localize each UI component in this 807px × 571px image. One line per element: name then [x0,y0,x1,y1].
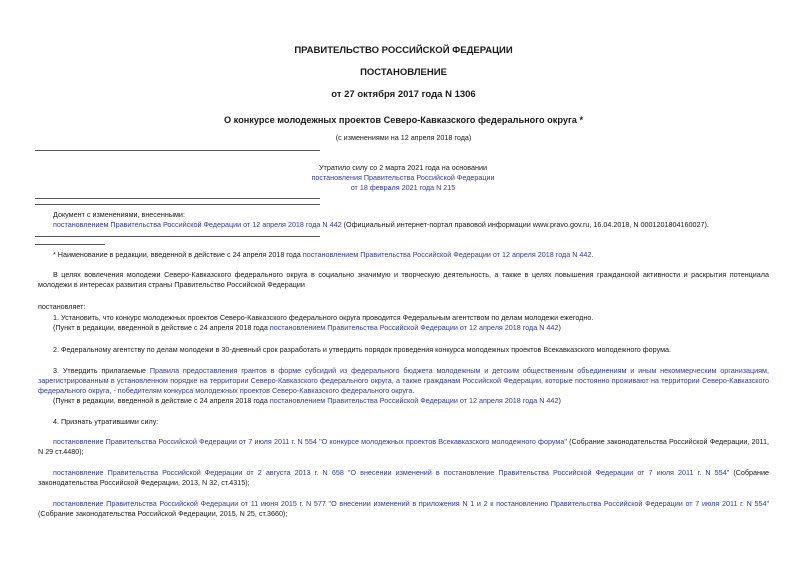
divider [35,198,320,199]
repealed-item-link[interactable]: постановление Правительства Российской Федерации от 2 августа 2013 г. N 658 "О внесении изменений в постановление Правительства Российской Федерации от 7 июля 2011 г. N 554" [53,468,730,477]
intro-paragraph: В целях вовлечения молодежи Северо-Кавказского федерального округа в социально значимую и творческую деятельность, а также в целях повышения гражданской активности и раскрытия потенциала молодежи в интересах развития страны Правительство Российской Федерации [38,270,769,289]
expired-link-resolution[interactable]: постановления Правительства Российской Федерации [311,173,495,182]
point-3: 3. Утвердить прилагаемые Правила предоставления грантов в форме субсидий из федерального бюджета молодежным и детским общественным объединениям и иным некоммерческим организациям, зарегистрированным в установленном порядке на территории Северо-Кавказского федерального округа, а также гражданам Российской Федерации, которые постоянно проживают на территории Северо-Кавказского федерального округа, - победителям конкурса молодежных проектов Северо-Кавказского федерального округа. [38,366,769,395]
divider [35,204,320,205]
repealed-item: постановление Правительства Российской Федерации от 11 июня 2015 г. N 577 "О внесении изменений в приложения N 1 и 2 к постановлению Правительства Российской Федерации от 7 июля 2011 г. N 554" (Собрание законодательства Российской Федерации, 2015, N 25, ст.3660); [38,499,769,518]
divider [35,150,320,151]
point-3-note: (Пункт в редакции, введенной в действие с 24 апреля 2018 года постановлением Правительства Российской Федерации от 12 апреля 2018 года N 442) [53,396,561,405]
expired-link-date[interactable]: от 18 февраля 2021 года N 215 [350,183,456,192]
footnote-divider [35,244,105,245]
repealed-item-link[interactable]: постановление Правительства Российской Федерации от 7 июля 2011 г. N 554 "О конкурсе молодежных проектов Всекавказского молодежного форума" [53,437,567,446]
point-4: 4. Признать утратившими силу: [53,417,159,426]
amended-doc-link[interactable]: постановлением Правительства Российской Федерации от 12 апреля 2018 года N 442 [53,220,342,229]
expired-note: Утратило силу со 2 марта 2021 года на основании [318,163,488,172]
repealed-item: постановление Правительства Российской Федерации от 7 июля 2011 г. N 554 "О конкурсе молодежных проектов Всекавказского молодежного форума" (Собрание законодательства Российской Федерации, 2011, N 29 ст.4480); [38,437,769,456]
divider [35,236,320,237]
point-1-note-link[interactable]: постановлением Правительства Российской Федерации от 12 апреля 2018 года N 442 [269,323,559,332]
document-date: от 27 октября 2017 года N 1306 [331,89,476,100]
amended-doc-source: (Официальный интернет-портал правовой информации www.pravo.gov.ru, 16.04.2018, N 0001201804160027). [341,220,709,229]
repealed-item-link[interactable]: постановление Правительства Российской Федерации от 11 июня 2015 г. N 577 "О внесении изменений в приложения N 1 и 2 к постановлению Правительства Российской Федерации от 7 июля 2011 г. N 554" [53,499,769,508]
government-heading: ПРАВИТЕЛЬСТВО РОССИЙСКОЙ ФЕДЕРАЦИИ [294,45,513,56]
repealed-item: постановление Правительства Российской Федерации от 2 августа 2013 г. N 658 "О внесении изменений в постановление Правительства Российской Федерации от 7 июля 2011 г. N 554" (Собрание законодательства Российской Федерации, 2013, N 32, ст.4315); [38,468,769,487]
amended-doc-line [53,220,709,230]
document-type-heading: ПОСТАНОВЛЕНИЕ [360,67,447,78]
document-title: О конкурсе молодежных проектов Северо-Кавказского федерального округа * [223,115,584,125]
point-3-note-link[interactable]: постановлением Правительства Российской Федерации от 12 апреля 2018 года N 442 [269,396,559,405]
footnote-text: * Наименование в редакции, введенной в действие с 24 апреля 2018 года [53,250,303,259]
footnote-link[interactable]: постановлением Правительства Российской Федерации от 12 апреля 2018 года N 442 [302,250,592,259]
amended-doc-label: Документ с изменениями, внесенными: [53,210,185,219]
footnote: * Наименование в редакции, введенной в действие с 24 апреля 2018 года постановлением Правительства Российской Федерации от 12 апреля 2018 года N 442. [53,250,594,259]
point-2: 2. Федеральному агентству по делам молодежи в 30-дневный срок разработать и утвердить порядок проведения конкурса молодежных проектов Всекавказского молодежного форума. [53,345,672,354]
decree-word: постановляет: [38,302,86,311]
point-3-rules-link[interactable]: Правила предоставления грантов в форме субсидий из федерального бюджета молодежным и детским общественным объединениям и иным некоммерческим организациям, зарегистрированным в установленном порядке на территории Северо-Кавказского федерального округа, а также гражданам Российской Федерации, которые постоянно проживают на территории Северо-Кавказского федерального округа, - победителям конкурса молодежных проектов Северо-Кавказского федерального округа [38,366,769,395]
amendment-note: (с изменениями на 12 апреля 2018 года) [335,133,472,142]
point-1: 1. Установить, что конкурс молодежных проектов Северо-Кавказского федерального округа проводится Федеральным агентством по делам молодежи ежегодно. [53,313,594,322]
point-1-note: (Пункт в редакции, введенной в действие с 24 апреля 2018 года постановлением Правительства Российской Федерации от 12 апреля 2018 года N 442) [53,323,561,332]
